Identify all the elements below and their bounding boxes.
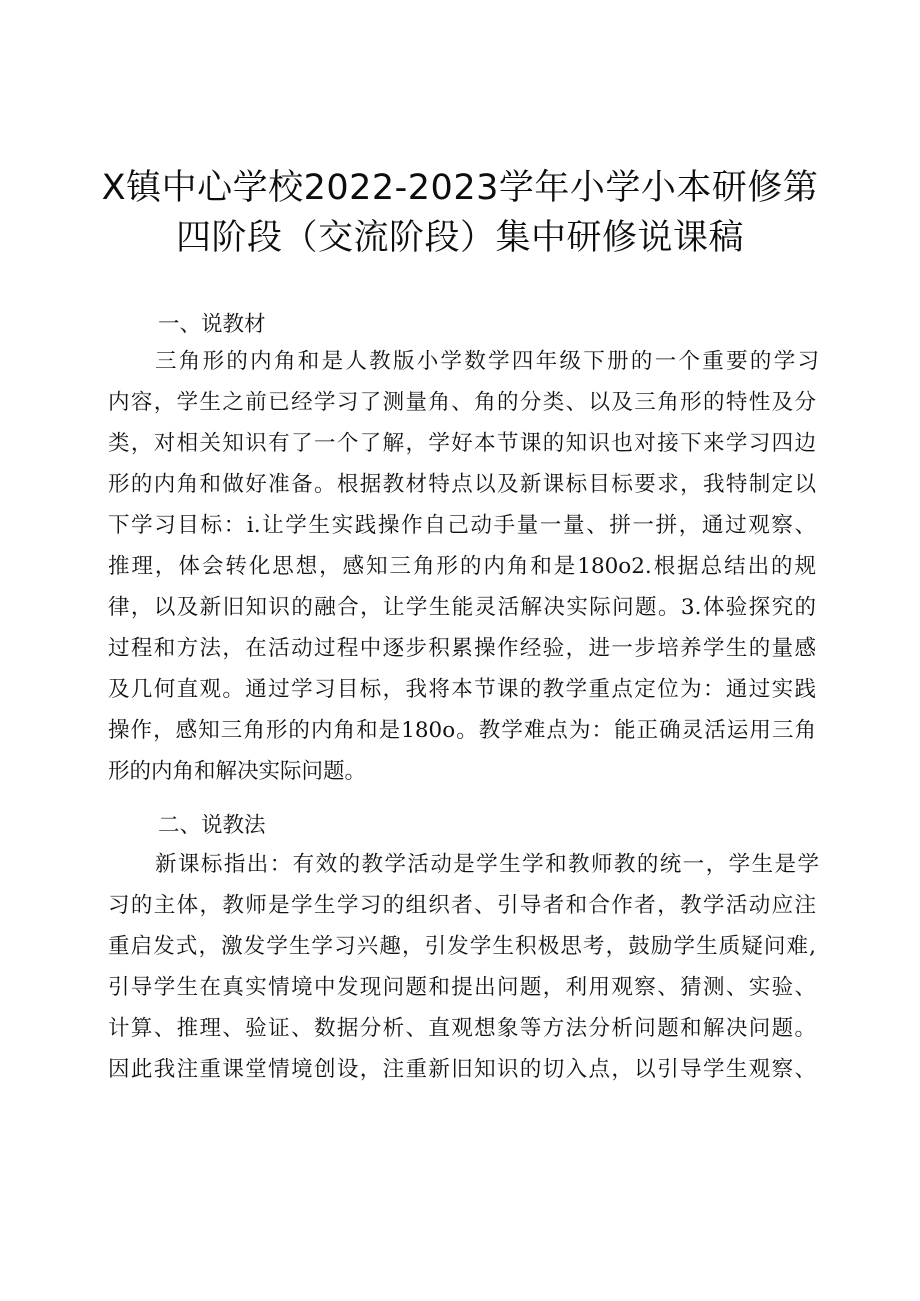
paragraph-line: 内容，学生之前已经学习了测量角、角的分类、以及三角形的特性及分 — [108, 390, 816, 415]
document-title-line-1: X镇中心学校2022-2023学年小学小本研修第 — [101, 168, 819, 208]
paragraph-line: 新课标指出：有效的教学活动是学生学和教师教的统一，学生是学 — [155, 852, 819, 877]
paragraph-line: 三角形的内角和是人教版小学数学四年级下册的一个重要的学习 — [155, 349, 819, 374]
paragraph-line: 计算、推理、验证、数据分析、直观想象等方法分析问题和解决问题。 — [108, 1016, 816, 1041]
section-heading-teaching-material: 一、说教材 — [158, 312, 266, 337]
paragraph-line: 形的内角和解决实际问题。 — [108, 759, 367, 784]
paragraph-line: 类，对相关知识有了一个了解，学好本节课的知识也对接下来学习四边 — [108, 431, 816, 456]
paragraph-line: 重启发式，激发学生学习兴趣，引发学生积极思考，鼓励学生质疑问难, — [108, 934, 816, 959]
paragraph-line: 过程和方法，在活动过程中逐步积累操作经验，进一步培养学生的量感 — [108, 636, 816, 661]
paragraph-line: 下学习目标：i.让学生实践操作自己动手量一量、拼一拼，通过观察、 — [108, 513, 816, 538]
paragraph-line: 及几何直观。通过学习目标，我将本节课的教学重点定位为：通过实践 — [108, 677, 816, 702]
paragraph-line: 引导学生在真实情境中发现问题和提出问题，利用观察、猜测、实验、 — [108, 975, 816, 1000]
paragraph-line: 因此我注重课堂情境创设，注重新旧知识的切入点，以引导学生观察、 — [108, 1057, 816, 1082]
paragraph-line: 形的内角和做好准备。根据教材特点以及新课标目标要求，我特制定以 — [108, 472, 816, 497]
paragraph-line: 律，以及新旧知识的融合，让学生能灵活解决实际问题。3.体验探究的 — [108, 595, 816, 620]
document-title-line-2: 四阶段（交流阶段）集中研修说课稿 — [175, 218, 744, 258]
paragraph-line: 操作，感知三角形的内角和是180o。教学难点为：能正确灵活运用三角 — [108, 718, 816, 743]
section-heading-teaching-method: 二、说教法 — [158, 813, 266, 838]
paragraph-line: 习的主体，教师是学生学习的组织者、引导者和合作者，教学活动应注 — [108, 893, 816, 918]
paragraph-line: 推理，体会转化思想，感知三角形的内角和是180o2.根据总结出的规 — [108, 554, 816, 579]
